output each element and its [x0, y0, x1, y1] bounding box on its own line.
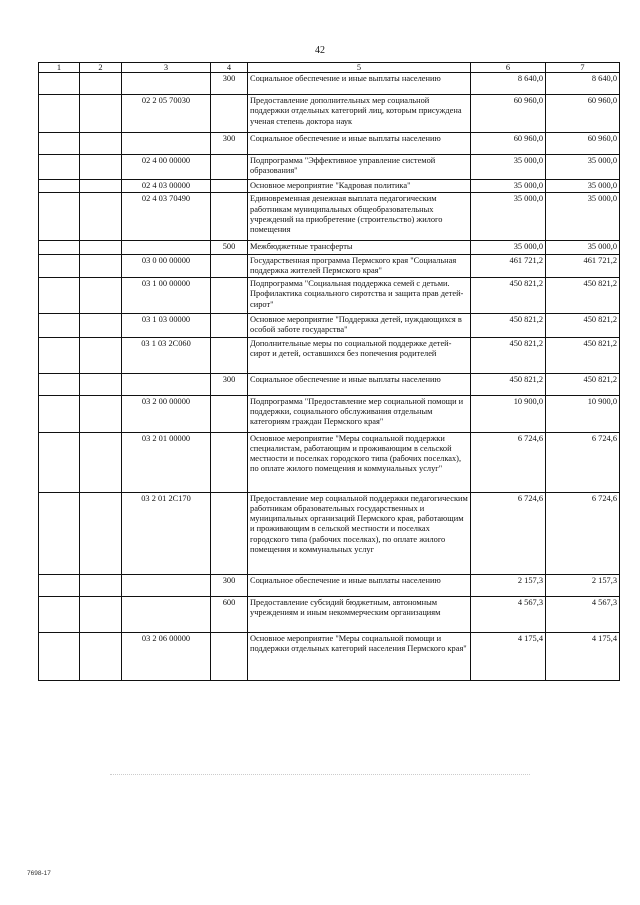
- table-row: [39, 395, 620, 432]
- target-code-cell: [122, 73, 211, 95]
- amount-2020-cell: 8 640,0: [546, 73, 620, 95]
- table-row: [39, 241, 620, 254]
- item-name-cell: Единовременная денежная выплата педагогическим работникам муниципальных общеобразовательных учреждений на приобретение (строительство) жилого помещения: [248, 193, 471, 241]
- amount-2019-cell: 450 821,2: [471, 373, 546, 395]
- table-row: [39, 155, 620, 180]
- expense-type-cell: 300: [211, 133, 248, 155]
- amount-2019-cell: 2 157,3: [471, 574, 546, 596]
- table-row: [39, 596, 620, 632]
- amount-2019-cell: 4 567,3: [471, 596, 546, 632]
- expense-type-cell: 300: [211, 574, 248, 596]
- amount-2020-cell: 2 157,3: [546, 574, 620, 596]
- expense-type-cell: 500: [211, 241, 248, 254]
- item-name-cell: Предоставление дополнительных мер социальной поддержки отдельных категорий лиц, которым присуждена ученая степень доктора наук: [248, 95, 471, 133]
- amount-2020-cell: 450 821,2: [546, 337, 620, 373]
- item-name-cell: Основное мероприятие "Кадровая политика": [248, 180, 471, 193]
- header-col-3: 3: [122, 63, 211, 73]
- col1-cell: [39, 155, 80, 180]
- amount-2020-cell: 35 000,0: [546, 241, 620, 254]
- col2-cell: [80, 254, 122, 278]
- item-name-cell: Дополнительные меры по социальной поддержке детей-сирот и детей, оставшихся без попечения родителей: [248, 337, 471, 373]
- expense-type-cell: 300: [211, 373, 248, 395]
- col1-cell: [39, 254, 80, 278]
- target-code-cell: [122, 574, 211, 596]
- item-name-cell: Государственная программа Пермского края "Социальная поддержка жителей Пермского края": [248, 254, 471, 278]
- amount-2020-cell: 35 000,0: [546, 193, 620, 241]
- target-code-cell: [122, 373, 211, 395]
- col1-cell: [39, 492, 80, 574]
- target-code-cell: [122, 596, 211, 632]
- col2-cell: [80, 180, 122, 193]
- amount-2020-cell: 450 821,2: [546, 373, 620, 395]
- target-code-cell: 02 4 03 00000: [122, 180, 211, 193]
- col2-cell: [80, 574, 122, 596]
- item-name-cell: Основное мероприятие "Меры социальной помощи и поддержки отдельных категорий населения Пермского края": [248, 632, 471, 680]
- amount-2020-cell: 4 175,4: [546, 632, 620, 680]
- col1-cell: [39, 73, 80, 95]
- amount-2019-cell: 461 721,2: [471, 254, 546, 278]
- item-name-cell: Подпрограмма "Социальная поддержка семей с детьми. Профилактика социального сиротства и защита прав детей-сирот": [248, 278, 471, 314]
- item-name-cell: Социальное обеспечение и иные выплаты населению: [248, 373, 471, 395]
- col2-cell: [80, 492, 122, 574]
- table-row: [39, 492, 620, 574]
- amount-2019-cell: 8 640,0: [471, 73, 546, 95]
- target-code-cell: 02 4 00 00000: [122, 155, 211, 180]
- expense-type-cell: [211, 492, 248, 574]
- item-name-cell: Социальное обеспечение и иные выплаты населению: [248, 574, 471, 596]
- expense-type-cell: 600: [211, 596, 248, 632]
- item-name-cell: Основное мероприятие "Поддержка детей, нуждающихся в особой заботе государства": [248, 314, 471, 338]
- col2-cell: [80, 596, 122, 632]
- amount-2019-cell: 35 000,0: [471, 241, 546, 254]
- header-col-5: 5: [248, 63, 471, 73]
- table-header-row: [39, 63, 620, 73]
- target-code-cell: 03 2 00 00000: [122, 395, 211, 432]
- col1-cell: [39, 241, 80, 254]
- expense-type-cell: [211, 180, 248, 193]
- col1-cell: [39, 95, 80, 133]
- col2-cell: [80, 337, 122, 373]
- expense-type-cell: [211, 395, 248, 432]
- expense-type-cell: [211, 95, 248, 133]
- col2-cell: [80, 314, 122, 338]
- table-row: [39, 574, 620, 596]
- header-col-2: 2: [80, 63, 122, 73]
- amount-2019-cell: 35 000,0: [471, 193, 546, 241]
- col2-cell: [80, 73, 122, 95]
- amount-2019-cell: 35 000,0: [471, 180, 546, 193]
- col2-cell: [80, 278, 122, 314]
- amount-2020-cell: 35 000,0: [546, 180, 620, 193]
- target-code-cell: 03 2 01 2С170: [122, 492, 211, 574]
- amount-2019-cell: 4 175,4: [471, 632, 546, 680]
- col1-cell: [39, 632, 80, 680]
- col2-cell: [80, 133, 122, 155]
- item-name-cell: Межбюджетные трансферты: [248, 241, 471, 254]
- col1-cell: [39, 574, 80, 596]
- amount-2020-cell: 35 000,0: [546, 155, 620, 180]
- amount-2020-cell: 6 724,6: [546, 432, 620, 492]
- col1-cell: [39, 596, 80, 632]
- amount-2019-cell: 60 960,0: [471, 133, 546, 155]
- table-row: [39, 95, 620, 133]
- page-number: 42: [315, 45, 325, 56]
- amount-2019-cell: 6 724,6: [471, 492, 546, 574]
- col2-cell: [80, 155, 122, 180]
- amount-2019-cell: 6 724,6: [471, 432, 546, 492]
- amount-2019-cell: 10 900,0: [471, 395, 546, 432]
- amount-2019-cell: 35 000,0: [471, 155, 546, 180]
- expense-type-cell: [211, 632, 248, 680]
- amount-2020-cell: 60 960,0: [546, 95, 620, 133]
- col1-cell: [39, 373, 80, 395]
- table-row: [39, 314, 620, 338]
- expense-type-cell: [211, 432, 248, 492]
- target-code-cell: [122, 133, 211, 155]
- expense-type-cell: [211, 193, 248, 241]
- item-name-cell: Социальное обеспечение и иные выплаты населению: [248, 133, 471, 155]
- expense-type-cell: 300: [211, 73, 248, 95]
- table-row: [39, 432, 620, 492]
- amount-2020-cell: 450 821,2: [546, 278, 620, 314]
- amount-2020-cell: 4 567,3: [546, 596, 620, 632]
- target-code-cell: [122, 241, 211, 254]
- col2-cell: [80, 395, 122, 432]
- table-row: [39, 254, 620, 278]
- col1-cell: [39, 193, 80, 241]
- col2-cell: [80, 241, 122, 254]
- target-code-cell: 03 2 06 00000: [122, 632, 211, 680]
- header-col-1: 1: [39, 63, 80, 73]
- budget-table: [38, 62, 620, 681]
- col1-cell: [39, 432, 80, 492]
- col2-cell: [80, 373, 122, 395]
- footer-code: 7698-17: [27, 870, 51, 877]
- table-row: [39, 278, 620, 314]
- item-name-cell: Предоставление субсидий бюджетным, автономным учреждениям и иным некоммерческим организациям: [248, 596, 471, 632]
- amount-2020-cell: 10 900,0: [546, 395, 620, 432]
- table-row: [39, 180, 620, 193]
- target-code-cell: 02 4 03 70490: [122, 193, 211, 241]
- page-divider: [110, 774, 530, 776]
- header-col-6: 6: [471, 63, 546, 73]
- amount-2020-cell: 461 721,2: [546, 254, 620, 278]
- amount-2019-cell: 60 960,0: [471, 95, 546, 133]
- amount-2020-cell: 450 821,2: [546, 314, 620, 338]
- col2-cell: [80, 432, 122, 492]
- expense-type-cell: [211, 314, 248, 338]
- table-row: [39, 632, 620, 680]
- item-name-cell: Основное мероприятие "Меры социальной поддержки специалистам, работающим и проживающим в сельской местности и поселках городского типа (рабочих поселках), по оплате жилого помещения и коммунальных услуг": [248, 432, 471, 492]
- target-code-cell: 03 1 03 2С060: [122, 337, 211, 373]
- amount-2020-cell: 60 960,0: [546, 133, 620, 155]
- table-row: [39, 373, 620, 395]
- table-row: [39, 133, 620, 155]
- amount-2019-cell: 450 821,2: [471, 278, 546, 314]
- item-name-cell: Подпрограмма "Эффективное управление системой образования": [248, 155, 471, 180]
- table-row: [39, 337, 620, 373]
- col2-cell: [80, 632, 122, 680]
- col1-cell: [39, 337, 80, 373]
- item-name-cell: Предоставление мер социальной поддержки педагогическим работникам образовательных государственных и муниципальных организаций Пермского края, работающим и проживающим в сельской местности и поселках городского типа (рабочих поселках), по оплате жилого помещения и коммунальных услуг: [248, 492, 471, 574]
- target-code-cell: 03 0 00 00000: [122, 254, 211, 278]
- target-code-cell: 03 2 01 00000: [122, 432, 211, 492]
- col1-cell: [39, 278, 80, 314]
- col1-cell: [39, 395, 80, 432]
- expense-type-cell: [211, 254, 248, 278]
- col1-cell: [39, 314, 80, 338]
- col1-cell: [39, 133, 80, 155]
- expense-type-cell: [211, 337, 248, 373]
- amount-2019-cell: 450 821,2: [471, 314, 546, 338]
- target-code-cell: 03 1 03 00000: [122, 314, 211, 338]
- target-code-cell: 03 1 00 00000: [122, 278, 211, 314]
- target-code-cell: 02 2 05 70030: [122, 95, 211, 133]
- header-col-4: 4: [211, 63, 248, 73]
- header-col-7: 7: [546, 63, 620, 73]
- table-row: [39, 193, 620, 241]
- table-row: [39, 73, 620, 95]
- expense-type-cell: [211, 155, 248, 180]
- amount-2019-cell: 450 821,2: [471, 337, 546, 373]
- col2-cell: [80, 193, 122, 241]
- expense-type-cell: [211, 278, 248, 314]
- col1-cell: [39, 180, 80, 193]
- amount-2020-cell: 6 724,6: [546, 492, 620, 574]
- item-name-cell: Подпрограмма "Предоставление мер социальной помощи и поддержки, социального обслуживания отдельным категориям граждан Пермского края": [248, 395, 471, 432]
- item-name-cell: Социальное обеспечение и иные выплаты населению: [248, 73, 471, 95]
- col2-cell: [80, 95, 122, 133]
